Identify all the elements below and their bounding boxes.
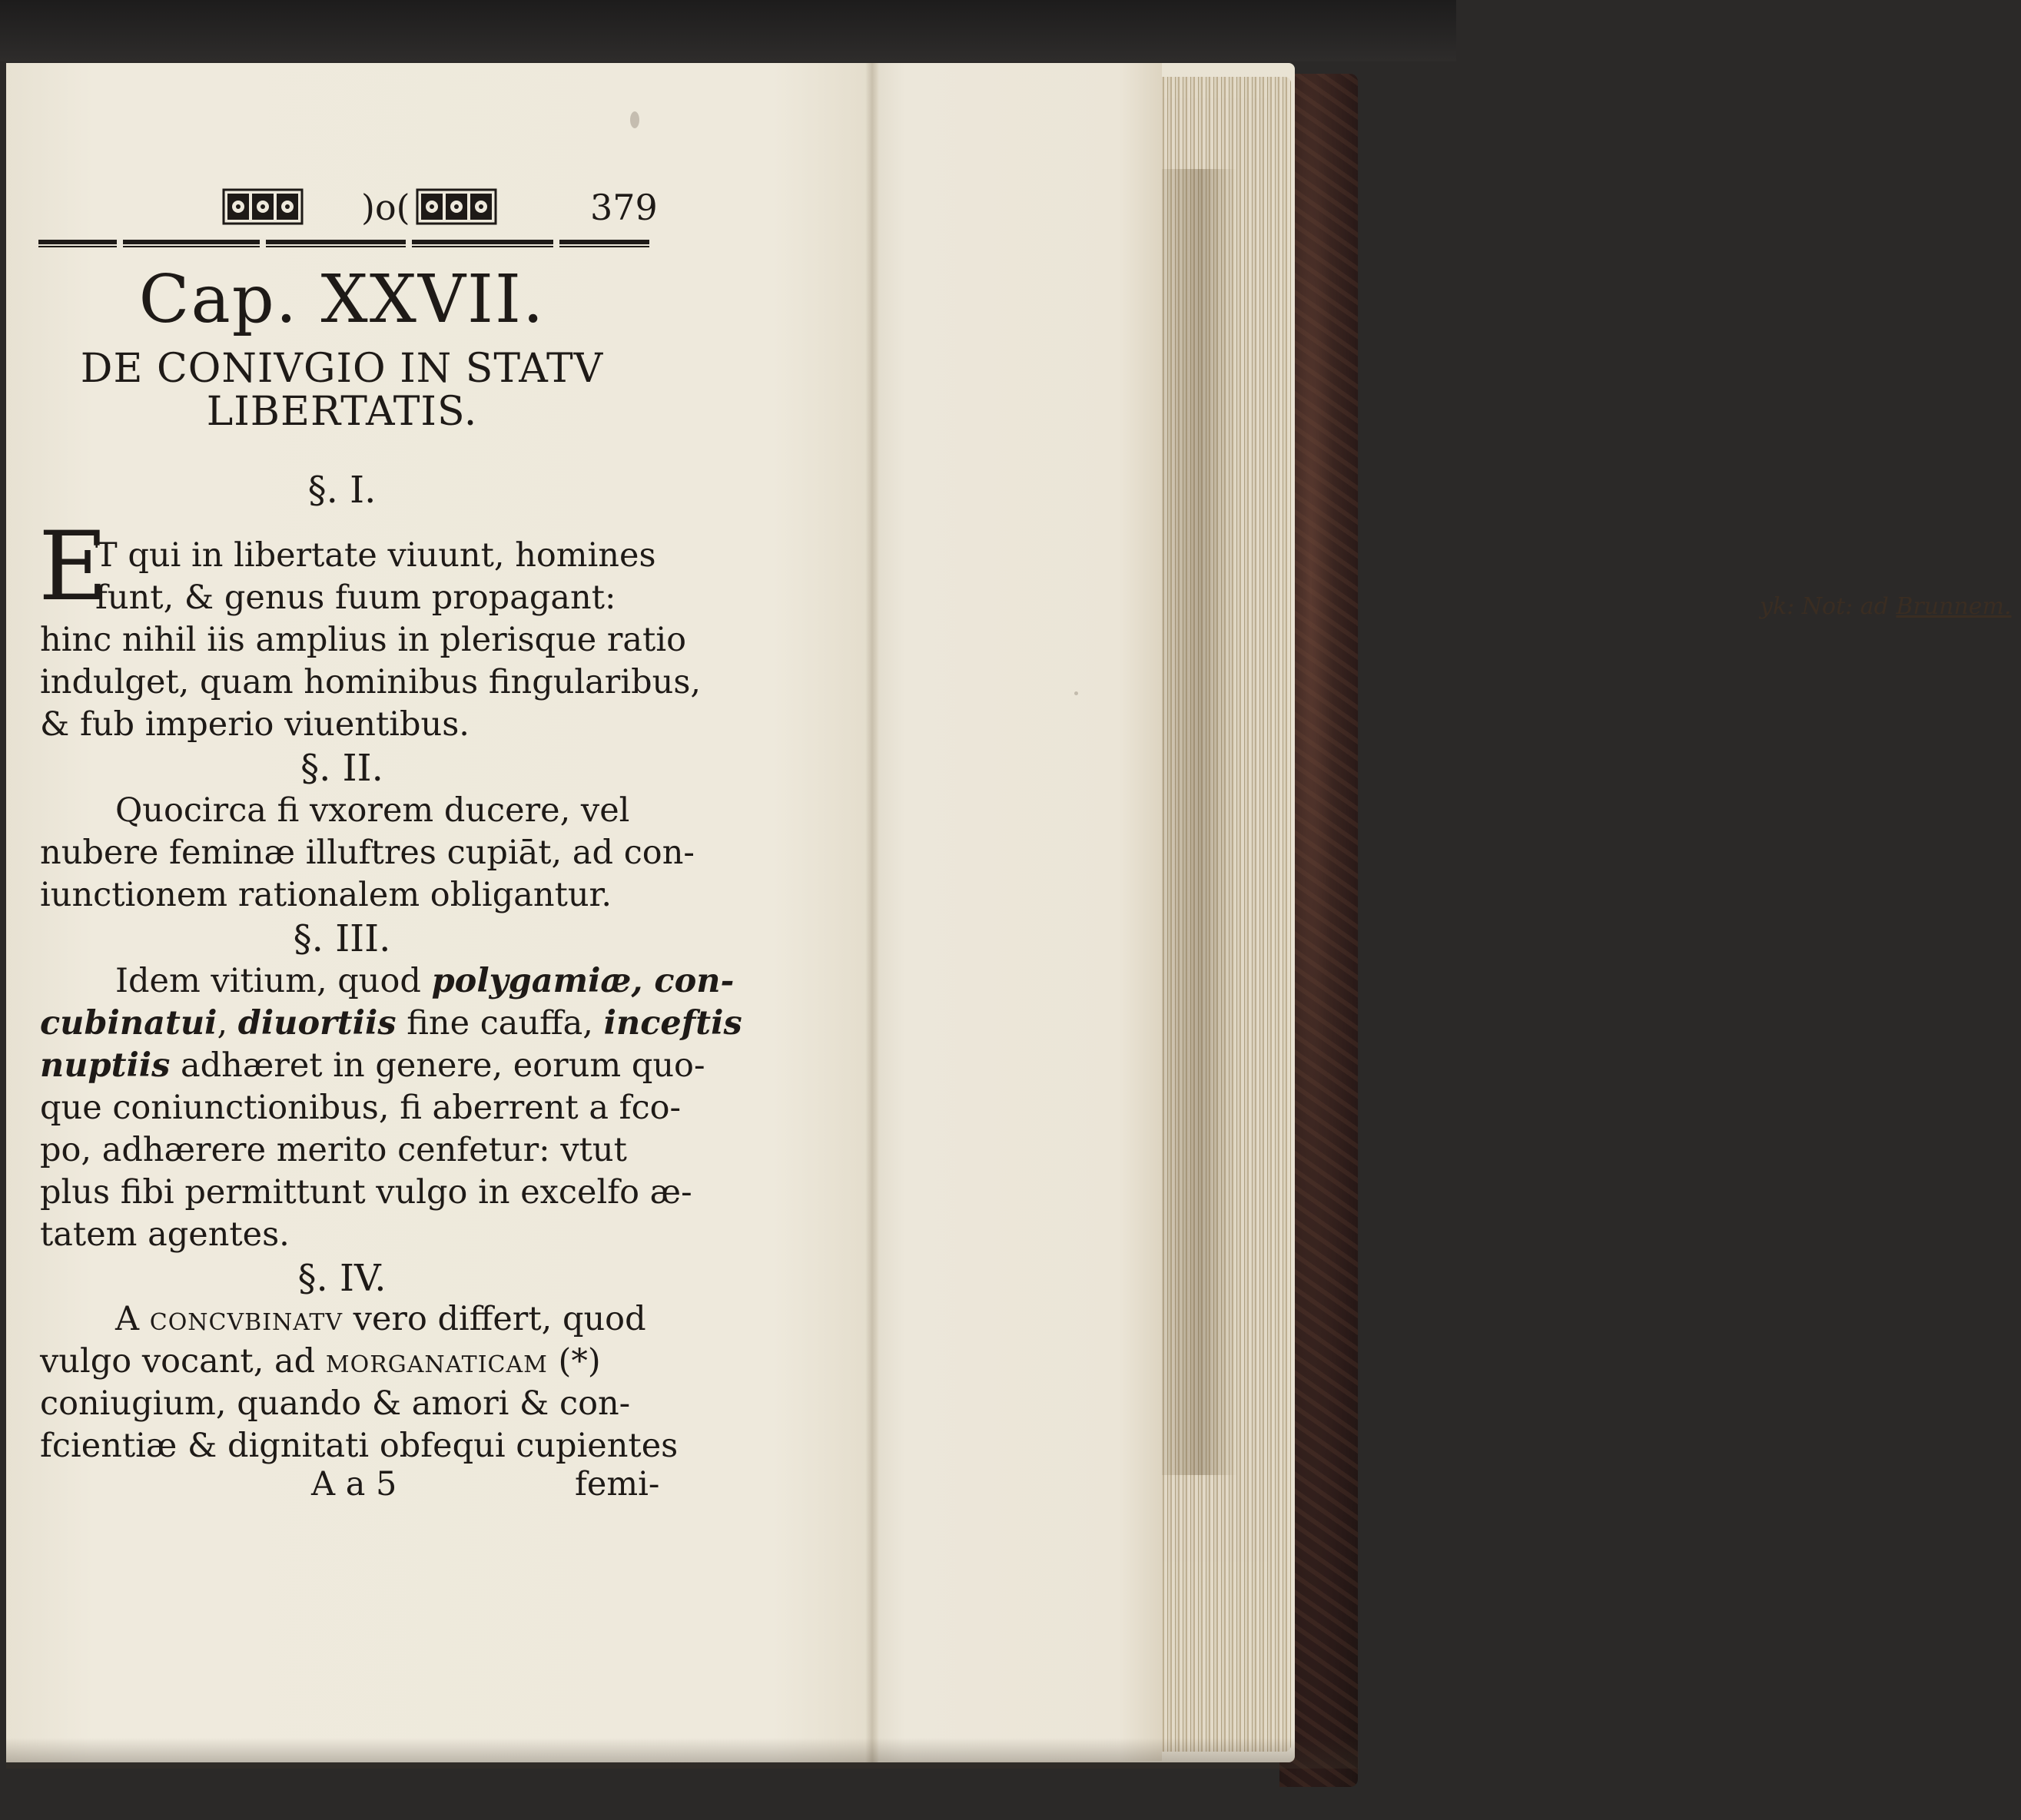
para3-line2-text: fine cauffa, [396, 1004, 604, 1043]
catchword: femi- [575, 1465, 660, 1503]
para3-line1-italic: polygamiæ, con- [431, 962, 735, 1000]
para1-line3: hinc nihil iis amplius in plerisque ratio [40, 621, 686, 659]
para4-line1-c: vero differt, quod [343, 1300, 646, 1338]
para4-line2 [40, 1341, 601, 1382]
para3-line1 [115, 960, 734, 1002]
chapter-subtitle-line1: DE CONIVGIO IN STATV [80, 346, 604, 392]
para3-line2-italic-c: inceftis [603, 1004, 742, 1043]
para4-line3: coniugium, quando & amori & con- [40, 1384, 631, 1423]
para4-line1 [115, 1298, 646, 1340]
para4-line2-c: (*) [547, 1342, 601, 1381]
marginal-note [1760, 593, 2021, 639]
para4-line2-a: vulgo vocant, ad [40, 1342, 326, 1381]
chapter-subtitle-line2: LIBERTATIS. [206, 389, 478, 435]
running-head [38, 181, 658, 243]
chapter-subtitle [38, 347, 645, 433]
para1-line4: indulget, quam hominibus fingularibus, [40, 663, 702, 701]
para2-line1: Quocirca fi vxorem ducere, vel [115, 791, 630, 830]
section-mark-3: §. III. [293, 917, 391, 960]
marginal-note-prefix: yk: Not: ad [1760, 593, 1897, 620]
bottom-shadow [6, 1738, 1359, 1769]
section-mark-1: §. I. [307, 469, 377, 512]
para3-line2 [40, 1003, 742, 1044]
gutter-shadow [865, 63, 879, 1762]
marginal-note-name: Brunnem. [1896, 593, 2012, 620]
para4-line4: fcientiæ & dignitati obfequi cupientes [40, 1427, 679, 1465]
para4-line1-a: A [115, 1300, 150, 1338]
para3-line5: po, adhærere merito cenfetur: vtut [40, 1131, 627, 1169]
para2-line2: nubere feminæ illuftres cupiāt, ad con- [40, 834, 695, 872]
section-mark-4: §. IV. [297, 1257, 387, 1300]
para3-line3-text: adhæret in genere, eorum quo- [170, 1046, 705, 1085]
para3-line2-comma: , [217, 1004, 238, 1043]
running-head-mark: )o( [361, 187, 410, 228]
para3-line6: plus fibi permittunt vulgo in excelfo æ- [40, 1173, 692, 1212]
para3-line4: que coniunctionibus, fi aberrent a fco- [40, 1089, 682, 1127]
para3-line3 [40, 1045, 705, 1086]
para3-line2-italic-b: diuortiis [237, 1004, 397, 1043]
background-top [0, 0, 1456, 61]
para3-line2-italic-a: cubinatui [40, 1004, 217, 1043]
para3-line1-text: Idem vitium, quod [115, 962, 432, 1000]
para4-line2-smallcaps: morganaticam [325, 1342, 548, 1381]
para1-line2: funt, & genus fuum propagant: [95, 578, 616, 617]
fleuron-ornament-left [223, 189, 303, 224]
right-leaf [874, 63, 2012, 1761]
paper-speck [630, 111, 639, 128]
para2-line3: iunctionem rationalem obligantur. [40, 876, 612, 914]
page-number: 379 [590, 187, 658, 228]
para3-line7: tatem agentes. [40, 1215, 290, 1254]
signature-mark: A a 5 [311, 1465, 397, 1503]
para1-line5: & fub imperio viuentibus. [40, 705, 470, 744]
para3-line3-italic: nuptiis [40, 1046, 171, 1085]
paper-speck [1074, 691, 1078, 695]
fleuron-ornament-right [416, 189, 496, 224]
para4-line1-smallcaps: concvbinatv [149, 1300, 343, 1338]
section-mark-2: §. II. [300, 747, 383, 790]
chapter-heading: Cap. XXVII. [138, 261, 546, 338]
para1-line1: T qui in libertate viuunt, homines [95, 536, 656, 575]
drop-cap: E [38, 512, 108, 622]
